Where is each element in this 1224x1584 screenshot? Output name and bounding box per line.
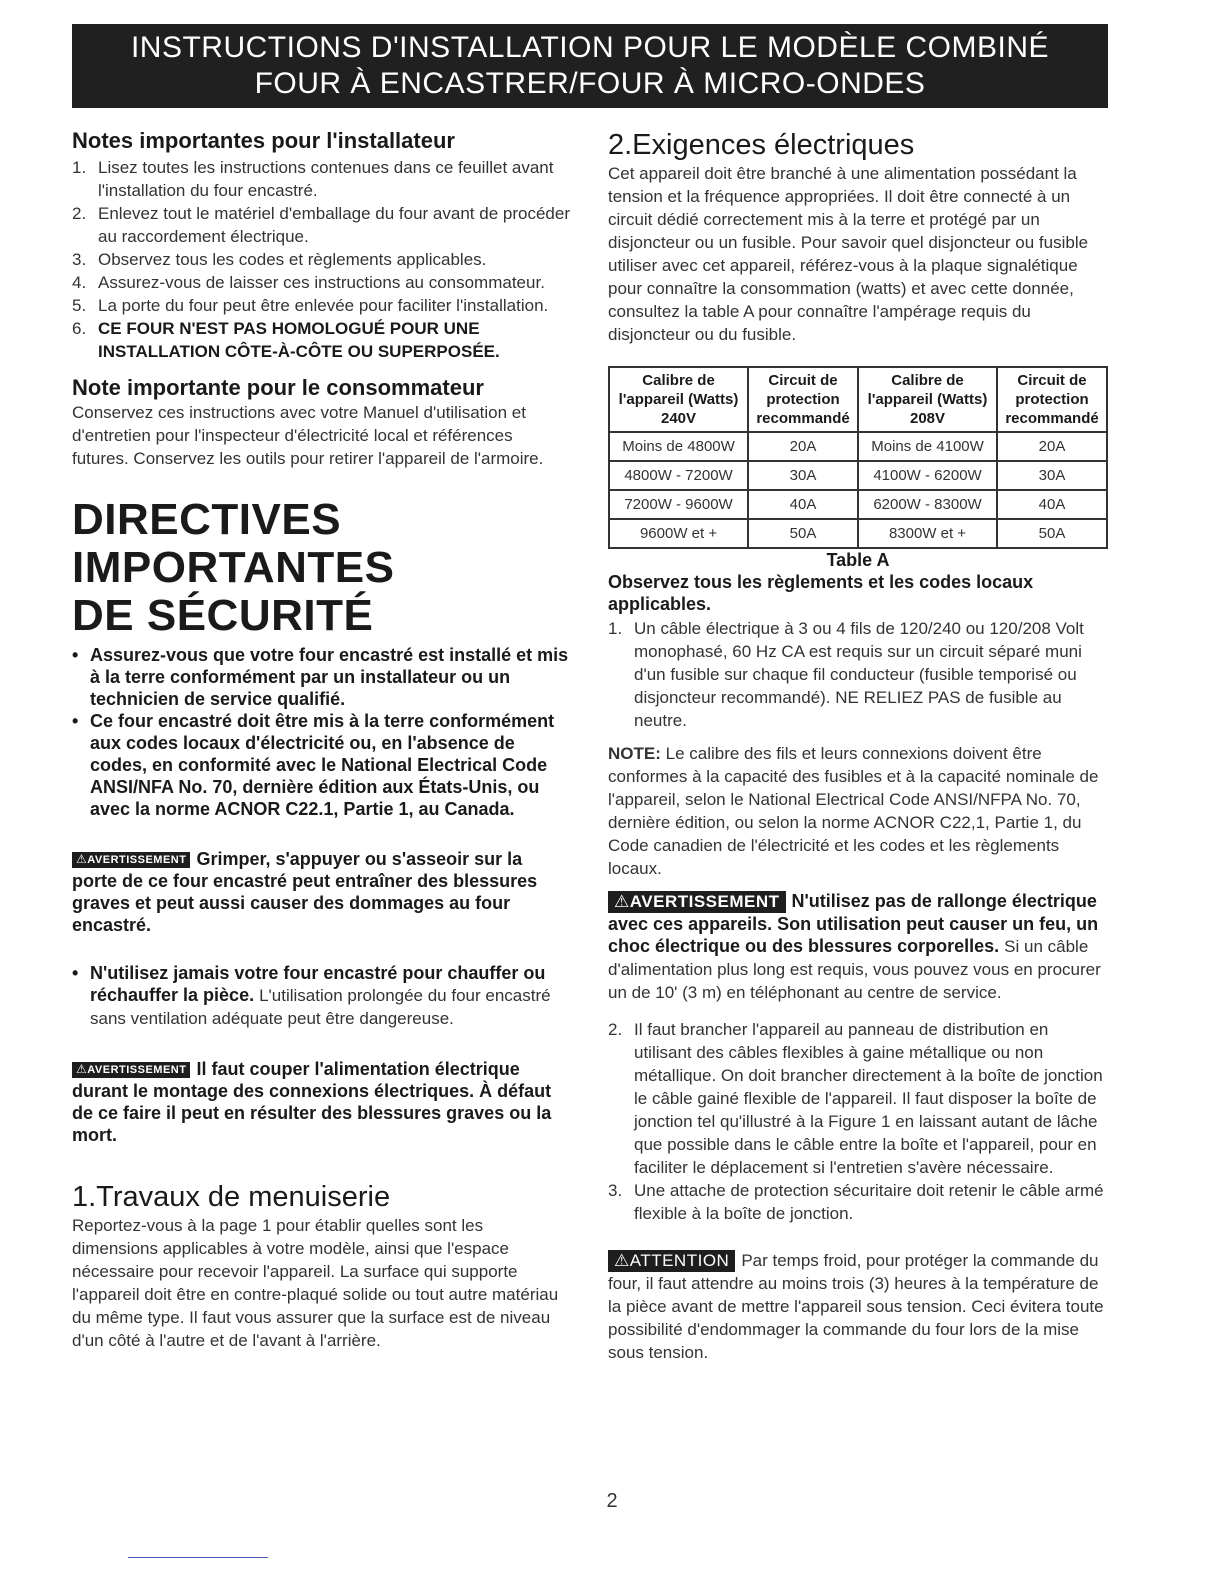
- electrical-list-2: [608, 1018, 1108, 1225]
- table-cell: 50A: [748, 519, 858, 548]
- table-row: [609, 461, 1107, 490]
- table-cell: Moins de 4100W: [858, 432, 997, 461]
- carpentry-text: Reportez-vous à la page 1 pour établir quelles sont les dimensions applicables à votre modèle, ainsi que l'espace nécessaire pour recevoir l'appareil. La surface qui supporte l'appareil doit être en contre-plaqué solide ou tout autre matériau du même type. Il faut vous assurer que la surface est de niveau d'un côté à l'autre et de l'avant à l'arrière.: [72, 1216, 559, 1350]
- table-cell: 6200W - 8300W: [858, 490, 997, 519]
- list-item: 1. Lisez toutes les instructions contenues dans ce feuillet avant l'installation du four encastré.: [72, 158, 554, 200]
- table-header-row: [609, 367, 1107, 432]
- banner-line-1: INSTRUCTIONS D'INSTALLATION POUR LE MODÈLE COMBINÉ: [130, 31, 1050, 64]
- table-cell: 30A: [748, 461, 858, 490]
- list-item: 3. Une attache de protection sécuritaire doit retenir le câble armé flexible à la boîte de jonction.: [608, 1181, 1104, 1223]
- note-block: NOTE: Le calibre des fils et leurs connexions doivent être conformes à la capacité des fusibles et à la capacité nominale de l'appareil, selon le National Electrical Code ANSI/NFPA No. 70, dernière édition, ou selon la norme ACNOR C22,1, Partie 1, du Code canadien de l'électricité et les codes et les règlements locaux.: [608, 744, 1099, 878]
- safety-title-line-1: DIRECTIVES IMPORTANTES: [72, 495, 395, 592]
- amperage-table: [608, 366, 1108, 549]
- consumer-note-title: Note importante pour le consommateur: [72, 375, 484, 400]
- installer-notes-title: Notes importantes pour l'installateur: [72, 128, 455, 153]
- table-cell: 40A: [748, 490, 858, 519]
- warning-block-2: ⚠AVERTISSEMENT Il faut couper l'alimentation électrique durant le montage des connexions électriques. À défaut de ce faire il peut en résulter des blessures graves ou la mort.: [72, 1059, 552, 1145]
- list-item: • Assurez-vous que votre four encastré est installé et mis à la terre conformément par un installateur ou un technicien de service qualifié.: [72, 645, 569, 709]
- list-item: • Ce four encastré doit être mis à la terre conformément aux codes locaux d'électricité ou, en l'absence de codes, en conformité avec le National Electrical Code ANSI/NFA No. 70, dernière édition aux États-Unis, ou avec la norme ACNOR C22.1, Partie 1, au Canada.: [72, 711, 555, 819]
- table-header-cell: Circuit de protection recommandé: [748, 367, 858, 432]
- table-cell: 4800W - 7200W: [609, 461, 748, 490]
- table-header-cell: Circuit de protection recommandé: [997, 367, 1107, 432]
- table-cell: 9600W et +: [609, 519, 748, 548]
- table-cell: 50A: [997, 519, 1107, 548]
- attention-badge: ⚠ATTENTION: [608, 1250, 735, 1272]
- table-cell: 4100W - 6200W: [858, 461, 997, 490]
- warning-triangle-icon: ⚠: [614, 892, 630, 911]
- table-header-cell: Calibre de l'appareil (Watts) 208V: [858, 367, 997, 432]
- table-cell: Moins de 4800W: [609, 432, 748, 461]
- safety-bullets: [72, 644, 572, 820]
- warning-badge: ⚠AVERTISSEMENT: [72, 852, 190, 868]
- list-item: 3. Observez tous les codes et règlements applicables.: [72, 250, 487, 269]
- electrical-list-1: [608, 617, 1108, 732]
- right-column: [608, 128, 1108, 1364]
- table-cell: 8300W et +: [858, 519, 997, 548]
- note-label: NOTE:: [608, 744, 661, 763]
- page-number: 2: [606, 1490, 618, 1512]
- page-banner: [72, 24, 1108, 108]
- warning-block-1: ⚠AVERTISSEMENT Grimper, s'appuyer ou s'asseoir sur la porte de ce four encastré peut entraîner des blessures graves et peut aussi causer des dommages au four encastré.: [72, 849, 538, 935]
- installer-notes-list: [72, 156, 572, 363]
- list-item: • N'utilisez jamais votre four encastré pour chauffer ou réchauffer la pièce. L'utilisation prolongée du four encastré sans ventilation adéquate peut être dangereuse.: [72, 963, 551, 1028]
- left-column: [72, 128, 572, 1352]
- table-row: [609, 519, 1107, 548]
- attention-block: ⚠ATTENTION Par temps froid, pour protéger la commande du four, il faut attendre au moins trois (3) heures à la température de la pièce avant de mettre l'appareil sous tension. Ceci évitera toute possibilité d'endommager la commande du four lors de la mise sous tension.: [608, 1251, 1104, 1362]
- safety-title-line-2: DE SÉCURITÉ: [72, 591, 374, 640]
- table-cell: 40A: [997, 490, 1107, 519]
- warning-badge: ⚠AVERTISSEMENT: [608, 891, 786, 913]
- table-cell: 20A: [997, 432, 1107, 461]
- list-item: 6. CE FOUR N'EST PAS HOMOLOGUÉ POUR UNE INSTALLATION CÔTE-À-CÔTE OU SUPERPOSÉE.: [72, 319, 500, 361]
- list-item: 2. Enlevez tout le matériel d'emballage du four avant de procéder au raccordement électrique.: [72, 204, 570, 246]
- observe-codes: Observez tous les règlements et les codes locaux applicables.: [608, 572, 1034, 614]
- table-row: [609, 432, 1107, 461]
- footer-divider: [128, 1557, 268, 1558]
- list-item: 4. Assurez-vous de laisser ces instructions au consommateur.: [72, 273, 545, 292]
- list-item: 2. Il faut brancher l'appareil au panneau de distribution en utilisant des câbles flexibles à gaine métallique ou non métallique. On doit brancher directement à la boîte de jonction le câble gainé flexible de l'appareil. Il faut disposer la boîte de jonction tel qu'illustré à la Figure 1 en laissant autant de lâche que possible dans le câble entre la boîte et l'appareil, pour en faciliter le déplacement si l'entretien s'avère nécessaire.: [608, 1020, 1103, 1177]
- table-caption: Table A: [826, 550, 890, 570]
- electrical-text: Cet appareil doit être branché à une alimentation possédant la tension et la fréquence appropriées. Il doit être connecté à un circuit dédié correctement mis à la terre et protégé par un disjoncteur ou un fusible. Pour savoir quel disjoncteur ou fusible utiliser avec cet appareil, référez-vous à la plaque signalétique pour connaître la consommation (watts) et avec cette donnée, consultez la table A pour connaître l'ampérage requis du disjoncteur ou du fusible.: [608, 164, 1089, 344]
- warning-block-3: ⚠AVERTISSEMENT N'utilisez pas de rallonge électrique avec ces appareils. Son utilisation peut causer un feu, un choc électrique ou des blessures corporelles. Si un câble d'alimentation plus long est requis, vous pouvez vous en procurer un de 10' (3 m) en téléphonant au centre de service.: [608, 891, 1101, 1002]
- table-row: [609, 490, 1107, 519]
- warning-triangle-icon: ⚠: [614, 1251, 630, 1270]
- consumer-note-text: Conservez ces instructions avec votre Manuel d'utilisation et d'entretien pour l'inspecteur d'électricité local et références futures. Conservez les outils pour retirer l'appareil de l'armoire.: [72, 403, 544, 468]
- warning-badge: ⚠AVERTISSEMENT: [72, 1062, 190, 1078]
- table-cell: 30A: [997, 461, 1107, 490]
- banner-line-2: FOUR À ENCASTRER/FOUR À MICRO-ONDES: [254, 67, 926, 100]
- electrical-title: 2.Exigences électriques: [608, 129, 915, 161]
- carpentry-title: 1.Travaux de menuiserie: [72, 1181, 391, 1213]
- safety-bullet-3: [72, 962, 572, 1030]
- table-cell: 20A: [748, 432, 858, 461]
- warning-triangle-icon: ⚠: [76, 852, 88, 866]
- list-item: 5. La porte du four peut être enlevée pour faciliter l'installation.: [72, 296, 549, 315]
- list-item: 1. Un câble électrique à 3 ou 4 fils de 120/240 ou 120/208 Volt monophasé, 60 Hz CA est requis sur un circuit séparé muni d'un fusible sur chaque fil conducteur (fusible temporisé ou disjoncteur recommandé). NE RELIEZ PAS de fusible au neutre.: [608, 619, 1084, 730]
- table-header-cell: Calibre de l'appareil (Watts) 240V: [609, 367, 748, 432]
- table-cell: 7200W - 9600W: [609, 490, 748, 519]
- warning-triangle-icon: ⚠: [76, 1062, 88, 1076]
